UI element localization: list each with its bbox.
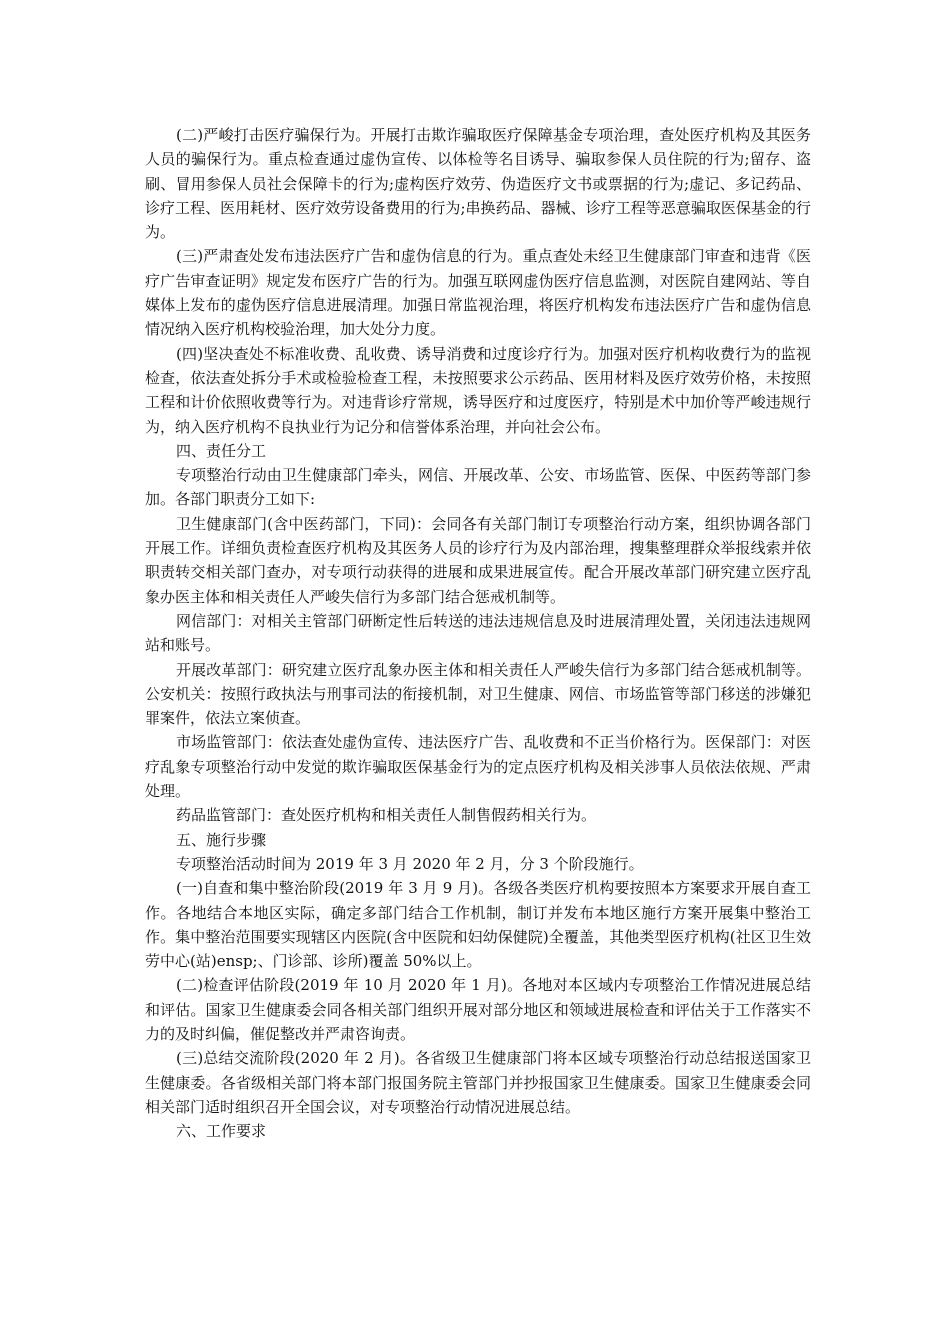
- paragraph-timeline: 专项整治活动时间为 2019 年 3 月 2020 年 2 月，分 3 个阶段施行。: [176, 854, 644, 873]
- paragraph-market-medical-insurance: 市场监管部门：依法查处虚伪宣传、违法医疗广告、乱收费和不正当价格行为。医保部门：对医疗乱象专项整治行动中发觉的欺诈骗取医保基金行为的定点医疗机构及相关涉事人员依法依规、严肃处理。: [145, 733, 811, 801]
- paragraph-health-department: 卫生健康部门(含中医药部门，下同)：会同各有关部门制订专项整治行动方案，组织协调各部门开展工作。详细负责检查医疗机构及其医务人员的诊疗行为及内部治理，搜集整理群众举报线索并依职责转交相关部门查办，对专项行动获得的进展和成果进展宣传。配合开展改革部门研究建立医疗乱象办医主体和相关责任人严峻失信行为多部门结合惩戒机制等。: [145, 514, 811, 606]
- paragraph-irregular-fees: (四)坚决查处不标准收费、乱收费、诱导消费和过度诊疗行为。加强对医疗机构收费行为的监视检查，依法查处拆分手术或检验检查工程，未按照要求公示药品、医用材料及医疗效劳价格，未按照工程和计价依照收费等行为。对违背诊疗常规，诱导医疗和过度医疗，特别是术中加价等严峻违规行为，纳入医疗机构不良执业行为记分和信誉体系治理，并向社会公布。: [145, 344, 811, 436]
- paragraph-phase-self-inspection: (一)自查和集中整治阶段(2019 年 3 月 9 月)。各级各类医疗机构要按照本方案要求开展自查工作。各地结合本地区实际，确定多部门结合工作机制，制订并发布本地区施行方案开展集中整治工作。集中整治范围要实现辖区内医院(含中医院和妇幼保健院)全覆盖，其他类型医疗机构(社区卫生效劳中心(站)ensp;、门诊部、诊所)覆盖 50%以上。: [145, 879, 811, 971]
- document-body: [145, 123, 811, 1143]
- section-heading-implementation: 五、施行步骤: [176, 830, 267, 849]
- paragraph-phase-evaluation: (二)检查评估阶段(2019 年 10 月 2020 年 1 月)。各地对本区域内专项整治工作情况进展总结和评估。国家卫生健康委会同各相关部门组织开展对部分地区和领域进展检查和评估关于工作落实不力的及时纠偏，催促整改并严肃咨询责。: [145, 976, 811, 1043]
- paragraph-illegal-ads: (三)严肃查处发布违法医疗广告和虚伪信息的行为。重点查处未经卫生健康部门审查和违背《医疗广告审查证明》规定发布医疗广告的行为。加强互联网虚伪医疗信息监测，对医院自建网站、等自媒体上发布的虚伪医疗信息进展清理。加强日常监视治理，将医疗机构发布违法医疗广告和虚伪信息情况纳入医疗机构校验治理，加大处分力度。: [145, 247, 811, 339]
- paragraph-phase-summary: (三)总结交流阶段(2020 年 2 月)。各省级卫生健康部门将本区域专项整治行动总结报送国家卫生健康委。各省级相关部门将本部门报国务院主管部门并抄报国家卫生健康委。国家卫生健康委会同相关部门适时组织召开全国会议，对专项整治行动情况进展总结。: [145, 1049, 811, 1116]
- paragraph-departments-intro: 专项整治行动由卫生健康部门牵头，网信、开展改革、公安、市场监管、医保、中医药等部门参加。各部门职责分工如下:: [145, 466, 811, 509]
- paragraph-fraud-crackdown: (二)严峻打击医疗骗保行为。开展打击欺诈骗取医疗保障基金专项治理，查处医疗机构及其医务人员的骗保行为。重点检查通过虚伪宣传、以体检等名目诱导、骗取参保人员住院的行为;留存、盗刷、冒用参保人员社会保障卡的行为;虚构医疗效劳、伪造医疗文书或票据的行为;虚记、多记药品、诊疗工程、医用耗材、医疗效劳设备费用的行为;串换药品、器械、诊疗工程等恶意骗取医保基金的行为。: [145, 126, 811, 242]
- section-heading-responsibilities: 四、责任分工: [176, 441, 267, 460]
- paragraph-cyberspace-department: 网信部门：对相关主管部门研断定性后转送的违法违规信息及时进展清理处置，关闭违法违规网站和账号。: [145, 611, 811, 655]
- paragraph-drug-regulation: 药品监管部门：查处医疗机构和相关责任人制售假药相关行为。: [176, 806, 597, 825]
- paragraph-reform-police: 开展改革部门：研究建立医疗乱象办医主体和相关责任人严峻失信行为多部门结合惩戒机制等。公安机关：按照行政执法与刑事司法的衔接机制，对卫生健康、网信、市场监管等部门移送的涉嫌犯罪案件，依法立案侦查。: [145, 660, 811, 728]
- section-heading-work-requirements: 六、工作要求: [176, 1122, 267, 1141]
